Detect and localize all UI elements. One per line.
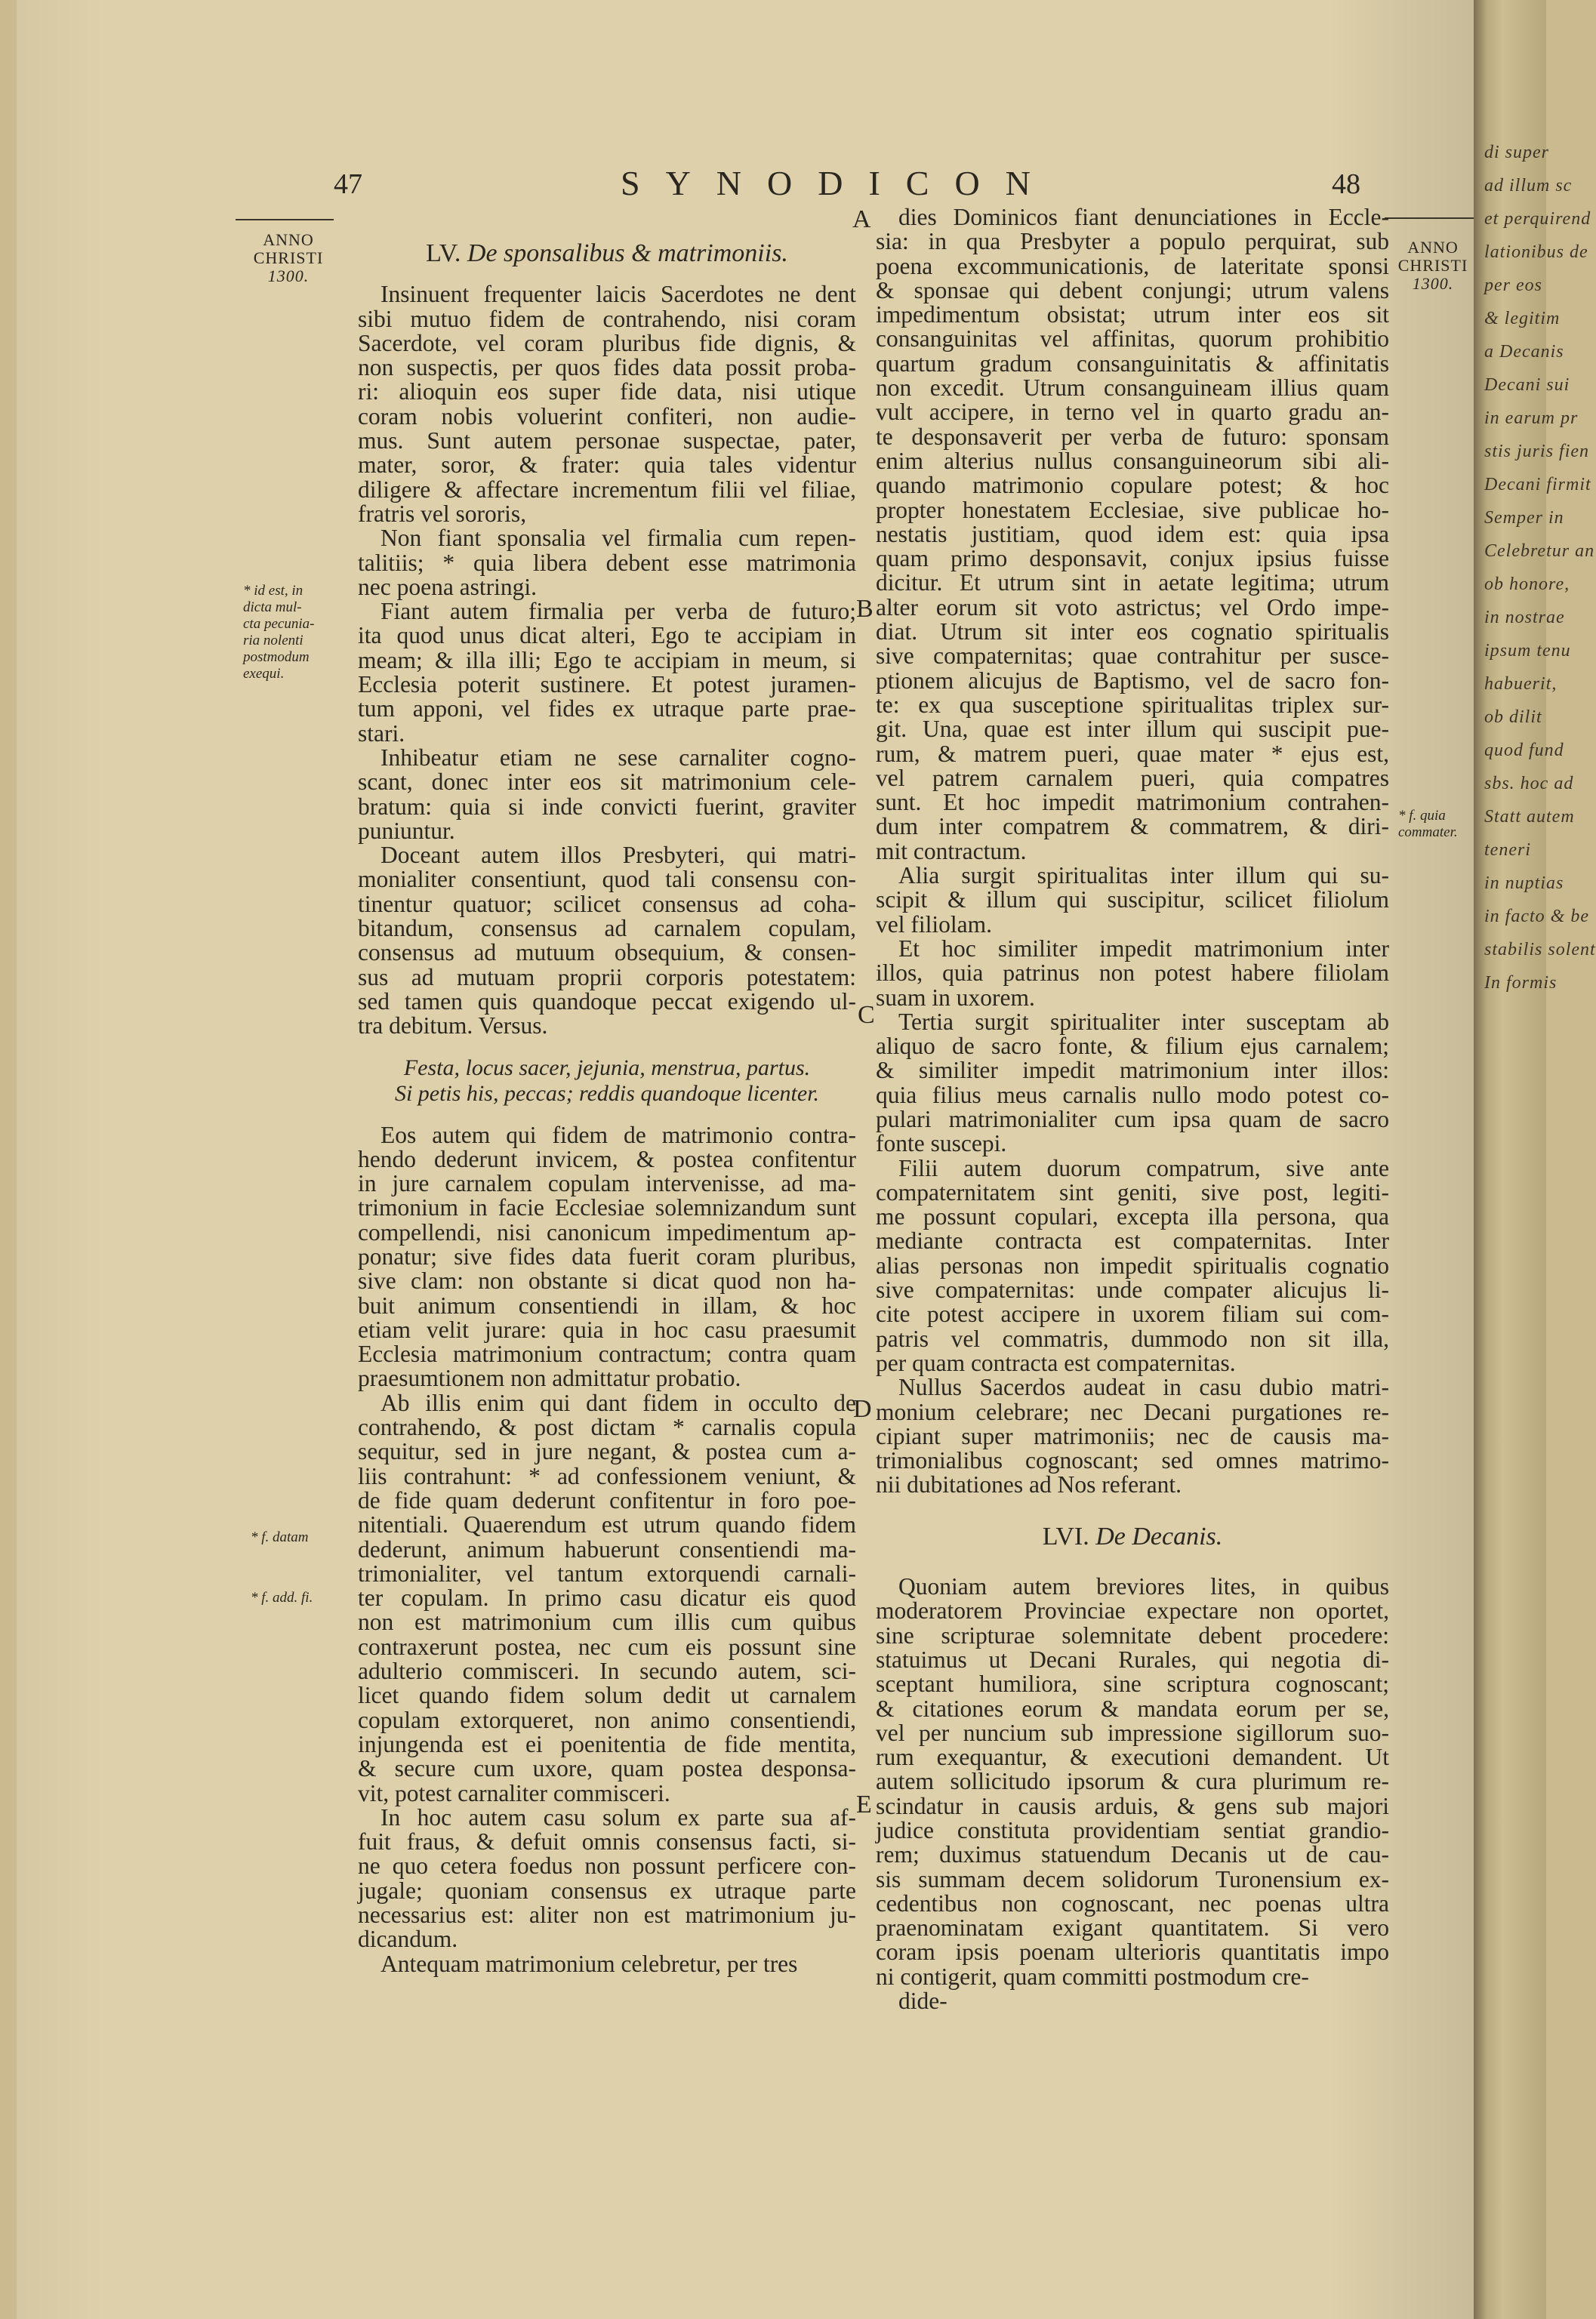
text-line: moderatorem Provinciae expectare non oportet, — [876, 1597, 1389, 1625]
text-line: fratris vel sororis, — [358, 500, 527, 527]
text-line: dicitur. Et utrum sint in aetate legitima; utrum — [876, 569, 1389, 596]
text-line: ri: alioquin eos super fide data, nisi utique — [358, 378, 856, 405]
edge-text-line: & legitim — [1484, 309, 1561, 328]
page-title: SYNODICON — [621, 164, 1056, 202]
text-line: scindatur in causis arduis, & gens sub majori — [876, 1792, 1389, 1819]
text-line: buit animum consentiendi in illam, & hoc — [358, 1292, 856, 1319]
right-column — [876, 205, 1389, 2013]
text-line: talitiis; * quia libera debent esse matrimonia — [358, 549, 856, 576]
text-line: impedimentum obsistat; utrum inter eos sit — [876, 301, 1389, 328]
right-page-number: 48 — [1332, 168, 1360, 200]
text-line: poena excommunicationis, de lateritate sponsi — [876, 252, 1389, 279]
margin-letter-d: D — [853, 1395, 872, 1423]
text-line: me possunt copulari, excepta illa persona, qua — [876, 1203, 1389, 1230]
left-text-block — [358, 282, 856, 1038]
text-line: hendo dederunt invicem, & postea confitentur — [358, 1145, 856, 1172]
text-line: cedentibus non cognoscant, nec poenas ultra — [876, 1889, 1389, 1917]
text-line: non excedit. Utrum consanguineam illius quam — [876, 374, 1389, 402]
text-line: sive compaternitas; quae contrahitur per susce- — [876, 642, 1389, 670]
text-line: alias personas non impedit spiritualis cognatio — [876, 1252, 1389, 1279]
text-line: diligere & affectare incrementum filii vel filiae, — [358, 476, 856, 503]
edge-text-line: Decani firmit — [1484, 475, 1591, 494]
text-line: dum inter compatrem & commatrem, & diri- — [876, 813, 1389, 840]
text-line: Fiant autem firmalia per verba de futuro; — [381, 598, 856, 625]
text-line: nii dubitationes ad Nos referant. — [876, 1471, 1182, 1498]
left-page-number: 47 — [334, 168, 362, 200]
text-line: enim alterius nullus consanguineorum sibi ali- — [876, 447, 1389, 474]
paragraph — [358, 1803, 856, 1953]
text-line: ita quod unus dicat alteri, Ego te accipiam in — [358, 622, 856, 649]
edge-text-line: ob dilit — [1484, 707, 1542, 727]
text-line: Sacerdote, vel coram pluribus fide dignis, & — [358, 329, 856, 356]
text-line: contrahendo, & post dictam * carnalis copula — [358, 1414, 856, 1441]
text-line: non est matrimonium cum illis cum quibus — [358, 1609, 856, 1636]
next-page-edge — [1484, 136, 1596, 2114]
text-line: meam; & illa illi; Ego te accipiam in meum, si — [358, 646, 856, 673]
text-line: alter eorum sit voto astrictus; vel Ordo impe- — [876, 593, 1389, 621]
text-line: statuimus ut Decani Rurales, qui negotia di- — [876, 1646, 1389, 1673]
text-line: Quoniam autem breviores lites, in quibus — [898, 1573, 1389, 1600]
text-line: propter honestatem Ecclesiae, sive publicae ho- — [876, 496, 1389, 523]
edge-text-line: di super — [1484, 143, 1549, 162]
margin-letter-c: C — [858, 1001, 875, 1029]
text-line: coram nobis voluerint confiteri, non audie- — [358, 402, 856, 430]
text-line: & similiter impedit matrimonium inter illos: — [876, 1057, 1389, 1084]
text-line: scipit & illum qui suscipitur, scilicet filiolum — [876, 886, 1389, 913]
text-line: suam in uxorem. — [876, 984, 1035, 1011]
section-lvi-title: LVI. De Decanis. — [1042, 1522, 1223, 1551]
edge-text-line: teneri — [1484, 840, 1531, 860]
text-line: sus ad mutuam proprii corporis potestatem: — [358, 963, 856, 990]
text-line: sibi mutuo fidem de contrahendo, nisi coram — [358, 305, 856, 332]
text-line: & citationes eorum & mandata eorum per se, — [876, 1695, 1389, 1722]
text-line: te: ex qua susceptione spiritualitas triplex sur- — [876, 691, 1389, 718]
text-line: trimonium in facie Ecclesiae solemnizandum sunt — [358, 1194, 856, 1221]
verse — [358, 1055, 856, 1107]
text-line: autem sollicitudo ipsorum & cura plurimum re- — [876, 1768, 1389, 1795]
text-line: bitandum, consensus ad carnalem copulam, — [358, 915, 856, 942]
text-line: sunt. Et hoc impedit matrimonium contrahen- — [876, 789, 1389, 816]
paragraph — [876, 1989, 1389, 2013]
text-line: consanguinitas vel affinitas, quorum prohibitio — [876, 325, 1389, 353]
text-line: dide- — [898, 1988, 947, 2015]
margin-note-2: * f. datam — [251, 1529, 309, 1545]
text-line: te desponsaverit per verba de futuro: sponsam — [876, 423, 1389, 450]
edge-text-line: Statt autem — [1484, 807, 1575, 827]
text-line: scant, donec inter eos sit matrimonium cele- — [358, 768, 856, 796]
text-line: vit, potest carnaliter commisceri. — [358, 1779, 670, 1806]
text-line: vel filiolam. — [876, 910, 992, 938]
paragraph — [876, 864, 1389, 937]
text-line: nitentiali. Quaerendum est utrum quando fidem — [358, 1511, 856, 1538]
edge-text-line: stis juris fien — [1484, 442, 1590, 461]
margin-note-1: * id est, in dicta mul- cta pecunia- ria nolenti postmodum exequi. — [243, 583, 315, 682]
text-line: compellendi, nisi canonicum impedimentum ap- — [358, 1218, 856, 1246]
text-line: sis summam decem solidorum Turonensium ex- — [876, 1865, 1389, 1892]
text-line: monium celebrare; nec Decani purgationes re- — [876, 1398, 1389, 1425]
text-line: tinentur quatuor; scilicet consensus ad coha- — [358, 890, 856, 917]
paragraph — [358, 1123, 856, 1391]
text-line: & secure cum uxore, quam postea desponsa- — [358, 1755, 856, 1782]
text-line: git. Una, quae est inter illum qui suscipit pue- — [876, 716, 1389, 743]
text-line: bratum: quia si inde convicti fuerint, graviter — [358, 793, 856, 820]
text-line: rem; duximus statuendum Decanis ut de cau- — [876, 1841, 1389, 1868]
paragraph — [358, 843, 856, 1038]
edge-text-line: per eos — [1484, 276, 1542, 295]
text-line: ponatur; sive fides data fuerit coram pluribus, — [358, 1243, 856, 1270]
edge-text-line: a Decanis — [1484, 342, 1564, 362]
paragraph — [876, 1010, 1389, 1156]
text-line: trimonialiter, vel tantum extorquendi carnali- — [358, 1560, 856, 1587]
text-line: etiam velit jurare: quia in hoc casu praesumit — [358, 1316, 856, 1343]
text-line: cite potest accipere in uxorem filiam sui com- — [876, 1301, 1389, 1328]
edge-text-line: ob honore, — [1484, 574, 1570, 594]
paragraph — [876, 205, 1389, 864]
edge-text-line: ipsum tenu — [1484, 641, 1571, 661]
edge-text-line: in nostrae — [1484, 608, 1565, 627]
text-line: nestatis justitiam, quod idem est: quia ipsa — [876, 520, 1389, 547]
text-line: Nullus Sacerdos audeat in casu dubio matri- — [898, 1374, 1389, 1401]
text-line: ter copulam. In primo casu dicatur eis quod — [358, 1584, 856, 1612]
paragraph — [358, 526, 856, 599]
paragraph — [876, 1375, 1389, 1497]
text-line: contraxerunt postea, nec cum eis possunt sine — [358, 1633, 856, 1660]
text-line: Inhibeatur etiam ne sese carnaliter cogno- — [381, 744, 856, 771]
text-line: ni contigerit, quam committi postmodum cre- — [876, 1963, 1309, 1990]
text-line: cipiant super matrimoniis; nec de causis ma- — [876, 1422, 1389, 1449]
text-line: sine scripturae solemnitate debent procedere: — [876, 1621, 1389, 1649]
text-line: liis contrahunt: * ad confessionem veniunt, & — [358, 1462, 856, 1489]
text-line: mediante contracta est compaternitas. Inter — [876, 1227, 1389, 1255]
edge-text-line: quod fund — [1484, 741, 1564, 760]
margin-note-3: * f. add. fi. — [251, 1590, 313, 1606]
text-line: aliquo de sacro fonte, & filium ejus carnalem; — [876, 1033, 1389, 1060]
text-line: Ab illis enim qui dant fidem in occulto de — [381, 1389, 856, 1416]
text-line: praenominatam exigant quantitatem. Si vero — [876, 1914, 1389, 1942]
paragraph — [876, 1575, 1389, 1989]
edge-text-line: Decani sui — [1484, 375, 1570, 395]
text-line: adulterio commisceri. In secundo autem, sci- — [358, 1658, 856, 1685]
edge-text-line: Semper in — [1484, 508, 1564, 528]
text-line: injungenda est ei poenitentia de fide mentita, — [358, 1730, 856, 1757]
text-line: sia: in qua Presbyter a populo perquirat, sub — [876, 228, 1389, 255]
paragraph — [358, 1952, 856, 1976]
text-line: in jure carnalem copulam intervenisse, ad ma- — [358, 1170, 856, 1197]
text-line: per quam contracta est compaternitas. — [876, 1349, 1236, 1376]
text-line: ne quo cetera foedus non possunt perficere con- — [358, 1852, 856, 1880]
text-line: Ecclesia matrimonium contractum; contra quam — [358, 1341, 856, 1368]
paragraph — [876, 937, 1389, 1010]
left-column — [358, 234, 856, 1976]
text-line: pulari matrimonialiter cum ipsa quam de sacro — [876, 1105, 1389, 1132]
edge-text-line: et perquirend — [1484, 209, 1591, 229]
right-text-block — [876, 205, 1389, 1498]
margin-letter-a: A — [852, 205, 871, 233]
anno-rule-left — [236, 219, 334, 220]
anno-christi-right: ANNO CHRISTI 1300. — [1397, 238, 1468, 293]
text-line: judice constituta providentiam sentiat grandio- — [876, 1817, 1389, 1843]
edge-text-line: ad illum sc — [1484, 176, 1573, 196]
text-line: sive compaternitas: unde compater alicujus li- — [876, 1277, 1389, 1304]
right-text-block-continued — [876, 1575, 1389, 2013]
edge-text-line: in facto & be — [1484, 907, 1589, 926]
edge-text-line: sbs. hoc ad — [1484, 774, 1574, 793]
paragraph — [358, 282, 856, 526]
text-line: Non fiant sponsalia vel firmalia cum repen- — [381, 525, 856, 552]
text-line: Ecclesia poterit sustinere. Et potest juramen- — [358, 671, 856, 698]
text-line: tum apponi, vel fides ex utraque parte prae- — [358, 695, 856, 722]
left-text-block-continued — [358, 1123, 856, 1976]
text-line: fuit fraus, & defuit omnis consensus facti, si- — [358, 1828, 856, 1856]
text-line: Tertia surgit spiritualiter inter susceptam ab — [898, 1008, 1389, 1035]
text-line: de fide quam dederunt confitentur in foro poe- — [358, 1486, 856, 1514]
text-line: Filii autem duorum compatrum, sive ante — [898, 1154, 1389, 1181]
text-line: quando matrimonio copulare potest; & hoc — [876, 472, 1389, 499]
text-line: quam primo desponsavit, conjux ipsius fuisse — [876, 545, 1389, 572]
anno-christi-left: ANNO CHRISTI 1300. — [253, 230, 324, 285]
edge-text-line: in earum pr — [1484, 408, 1579, 428]
edge-text-line: In formis — [1484, 973, 1557, 993]
anno-rule-right — [1385, 217, 1475, 219]
text-line: coram ipsis poenam ulterioris quantitatis impo — [876, 1939, 1389, 1966]
text-line: necessarius est: aliter non est matrimonium ju- — [358, 1902, 856, 1928]
text-line: vel patrem carnalem pueri, quia compatres — [876, 764, 1389, 791]
text-line: jugale; quoniam consensus ex utraque parte — [358, 1877, 856, 1904]
verse-line: Festa, locus sacer, jejunia, menstrua, partus. — [403, 1055, 811, 1080]
text-line: vel per nuncium sub impressione sigillorum suo- — [876, 1719, 1389, 1746]
text-line: sceptant humiliora, sine scriptura cognoscant; — [876, 1671, 1389, 1698]
text-line: licet quando fidem solum dedit ut carnalem — [358, 1682, 856, 1709]
text-line: puniuntur. — [358, 817, 455, 844]
text-line: sive clam: non obstante si dicat quod non ha- — [358, 1267, 856, 1295]
text-line: ptionem alicujus de Baptismo, vel de sacro fon- — [876, 667, 1389, 694]
text-line: mit contractum. — [876, 837, 1027, 864]
text-line: tra debitum. Versus. — [358, 1012, 548, 1039]
edge-text-line: habuerit, — [1484, 674, 1557, 694]
edge-text-line: in nuptias — [1484, 873, 1564, 893]
text-line: praesumtionem non admittatur probatio. — [358, 1365, 741, 1392]
verse-line: Si petis his, peccas; reddis quandoque licenter. — [394, 1080, 820, 1106]
text-line: mater, soror, & frater: quia tales videntur — [358, 451, 856, 479]
text-line: Alia surgit spiritualitas inter illum qui su- — [898, 862, 1389, 889]
paragraph — [358, 599, 856, 746]
margin-letter-e: E — [856, 1791, 872, 1819]
edge-text-line: Celebretur an — [1484, 541, 1595, 561]
text-line: Eos autem qui fidem de matrimonio contra- — [381, 1121, 856, 1148]
text-line: stari. — [358, 719, 405, 747]
text-line: Insinuent frequenter laicis Sacerdotes ne dent — [381, 281, 856, 308]
text-line: Doceant autem illos Presbyteri, qui matri- — [381, 842, 856, 869]
edge-text-line: stabilis solent — [1484, 940, 1596, 959]
text-line: monialiter consentiunt, quod tali consensu con- — [358, 866, 856, 893]
text-line: diat. Utrum sit inter eos cognatio spiritualis — [876, 618, 1389, 645]
text-line: compaternitatem sint geniti, sive post, legiti- — [876, 1178, 1389, 1206]
text-line: patris vel commatris, dummodo non sit illa, — [876, 1325, 1389, 1352]
text-line: fonte suscepi. — [876, 1130, 1007, 1157]
text-line: trimonialibus cognoscant; sed omnes matrimo- — [876, 1447, 1389, 1474]
margin-letter-b: B — [856, 595, 873, 623]
paragraph — [358, 1391, 856, 1806]
text-line: copulam extorqueret, non animo consentiendi, — [358, 1706, 856, 1733]
text-line: non suspectis, per quos fides data possit proba- — [358, 354, 856, 381]
text-line: rum, & matrem pueri, quae mater * ejus est, — [876, 740, 1389, 767]
text-line: mus. Sunt autem personae suspectae, pater, — [358, 427, 856, 454]
text-line: Et hoc similiter impedit matrimonium inter — [898, 935, 1389, 962]
text-line: dicandum. — [358, 1926, 458, 1953]
text-line: rum exequantur, & executioni demandent. Ut — [876, 1744, 1389, 1771]
book-page — [17, 0, 1474, 2319]
edge-text-line: lationibus de — [1484, 242, 1588, 262]
text-line: quia filius meus carnalis nullo modo potest co- — [876, 1081, 1389, 1108]
text-line: sed tamen quis quandoque peccat exigendo ul- — [358, 987, 856, 1015]
text-line: dies Dominicos fiant denunciationes in Eccle- — [898, 204, 1389, 230]
text-line: illos, quia patrinus non potest habere filiolam — [876, 959, 1389, 987]
text-line: Antequam matrimonium celebretur, per tres — [381, 1950, 798, 1977]
section-lv-title: LV. De sponsalibus & matrimoniis. — [426, 239, 788, 267]
paragraph — [358, 746, 856, 843]
paragraph — [876, 1156, 1389, 1376]
text-line: nec poena astringi. — [358, 573, 538, 600]
margin-note-4: * f. quia commater. — [1398, 808, 1458, 840]
text-line: consensus ad mutuum obsequium, & consen- — [358, 939, 856, 966]
text-line: vult accipere, in terno vel in quarto gradu an- — [876, 399, 1389, 426]
text-line: sequitur, sed in jure negant, & postea cum a- — [358, 1438, 856, 1465]
text-line: quartum gradum consanguinitatis & affinitatis — [876, 350, 1389, 377]
text-line: & sponsae qui debent conjungi; utrum valens — [876, 276, 1389, 303]
text-line: dederunt, animum habuerunt consentiendi ma- — [358, 1535, 856, 1563]
text-line: In hoc autem casu solum ex parte sua af- — [381, 1803, 856, 1831]
